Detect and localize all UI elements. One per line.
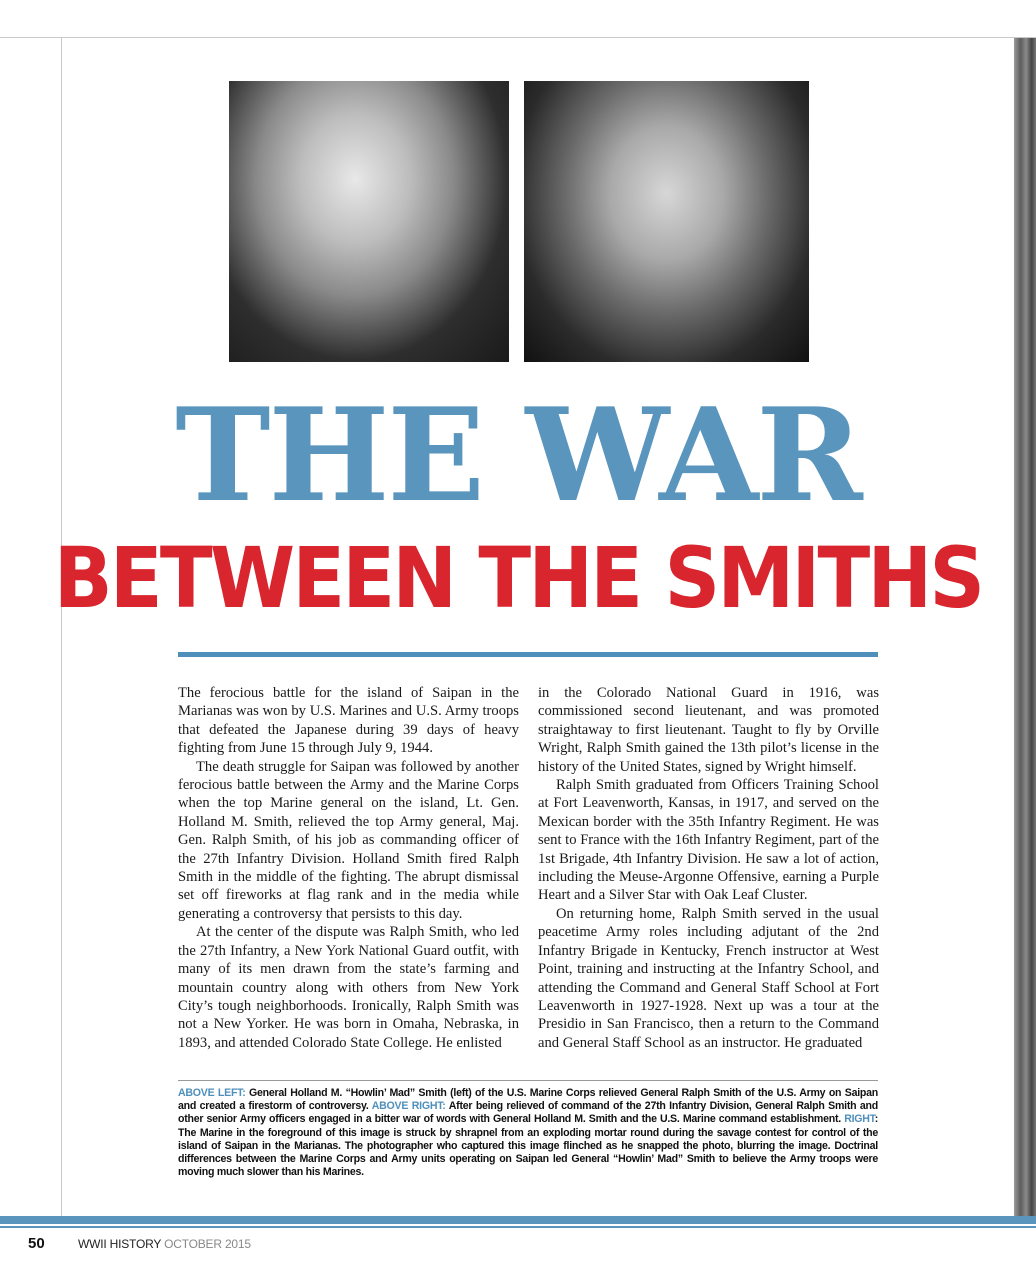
- headline-line-2: BETWEEN THE SMITHS: [53, 529, 983, 627]
- holland-smith-photo: [229, 81, 509, 362]
- top-rule: [0, 37, 1036, 38]
- caption-label-above-left: ABOVE LEFT:: [178, 1087, 246, 1099]
- ralph-smith-photo: [524, 81, 809, 362]
- photo-caption: [178, 1087, 878, 1179]
- paragraph: in the Colorado National Guard in 1916, was commissioned second lieutenant, and was promoted straightaway to first lieutenant. Taught to fly by Orville Wright, Ralph Smith gained the 13th pilot’s license in the history of the United States, signed by Wright himself.: [538, 685, 879, 775]
- caption-text: After being relieved of command of the 27th Infantry Division, General Ralph Smith and other senior Army officers engaged in a bitter war of words with General Holland M. Smith and the U.S. Marine command establishment.: [178, 1100, 878, 1126]
- facing-page-photo-edge: [1014, 38, 1036, 1216]
- folio: [78, 1237, 251, 1251]
- headline-divider: [178, 652, 878, 657]
- issue-date: OCTOBER 2015: [164, 1237, 251, 1251]
- caption-rule: [178, 1080, 878, 1081]
- body-column-left: [178, 684, 519, 1076]
- caption-text: General Holland M. “Howlin’ Mad” Smith (left) of the U.S. Marine Corps relieved General Ralph Smith of the U.S. Army on Saipan and created a firestorm of controversy.: [178, 1087, 878, 1113]
- footer-thin-bar: [0, 1226, 1036, 1228]
- headline-line-1: THE WAR: [175, 381, 861, 531]
- magazine-name: WWII HISTORY: [78, 1237, 161, 1251]
- caption-label-above-right: ABOVE RIGHT:: [371, 1100, 446, 1113]
- paragraph: The ferocious battle for the island of Saipan in the Marianas was won by U.S. Marines and U.S. Army troops that defeated the Japanese during 39 days of heavy fighting from June 15 through July 9, 1944.: [178, 685, 519, 757]
- paragraph: Ralph Smith graduated from Officers Training School at Fort Leavenworth, Kansas, in 1917, and served on the Mexican border with the 35th Infantry Regiment. He was sent to France with the 16th Infantry Regiment, part of the 1st Brigade, 4th Infantry Division. He saw a lot of action, including the Meuse-Argonne Offensive, earning a Purple Heart and a Silver Star with Oak Leaf Cluster.: [538, 777, 879, 904]
- paragraph: At the center of the dispute was Ralph Smith, who led the 27th Infantry, a New York National Guard outfit, with many of its men drawn from the state’s farming and mountain country along with others from New York City’s tough neighborhoods. Ironically, Ralph Smith was not a New Yorker. He was born in Omaha, Nebraska, in 1893, and attended Colorado State College. He enlisted: [178, 924, 519, 1051]
- caption-label-right: RIGHT: [844, 1113, 875, 1126]
- paragraph: On returning home, Ralph Smith served in the usual peacetime Army roles including adjutant of the 2nd Infantry Brigade in Kentucky, French instructor at West Point, training and instructing at the Infantry School, and attending the Command and General Staff School at Fort Leavenworth in 1927-1928. Next up was a tour at the Presidio in San Francisco, then a return to the Command and General Staff School as an instructor. He graduated: [538, 905, 879, 1051]
- page-number: 50: [28, 1235, 45, 1252]
- body-column-right: [538, 684, 879, 1076]
- paragraph: The death struggle for Saipan was followed by another ferocious battle between the Army and the Marine Corps when the top Marine general on the island, Lt. Gen. Holland M. Smith, relieved the top Army general, Maj. Gen. Ralph Smith, of his job as commanding officer of the 27th Infantry Division. Holland Smith fired Ralph Smith in the middle of the fighting. The abrupt dismissal set off fireworks at flag rank and in the media while generating a controversy that persists to this day.: [178, 758, 519, 922]
- caption-text: : The Marine in the foreground of this image is struck by shrapnel from an exploding mortar round during the savage contest for control of the island of Saipan in the Marianas. The photographer who captured this image flinched as he snapped the photo, blurring the image. Doctrinal differences between the Marine Corps and Army units operating on Saipan led General “Howlin’ Mad” Smith to believe the Army troops were moving much slower than his Marines.: [178, 1113, 878, 1179]
- footer-bar: [0, 1216, 1036, 1224]
